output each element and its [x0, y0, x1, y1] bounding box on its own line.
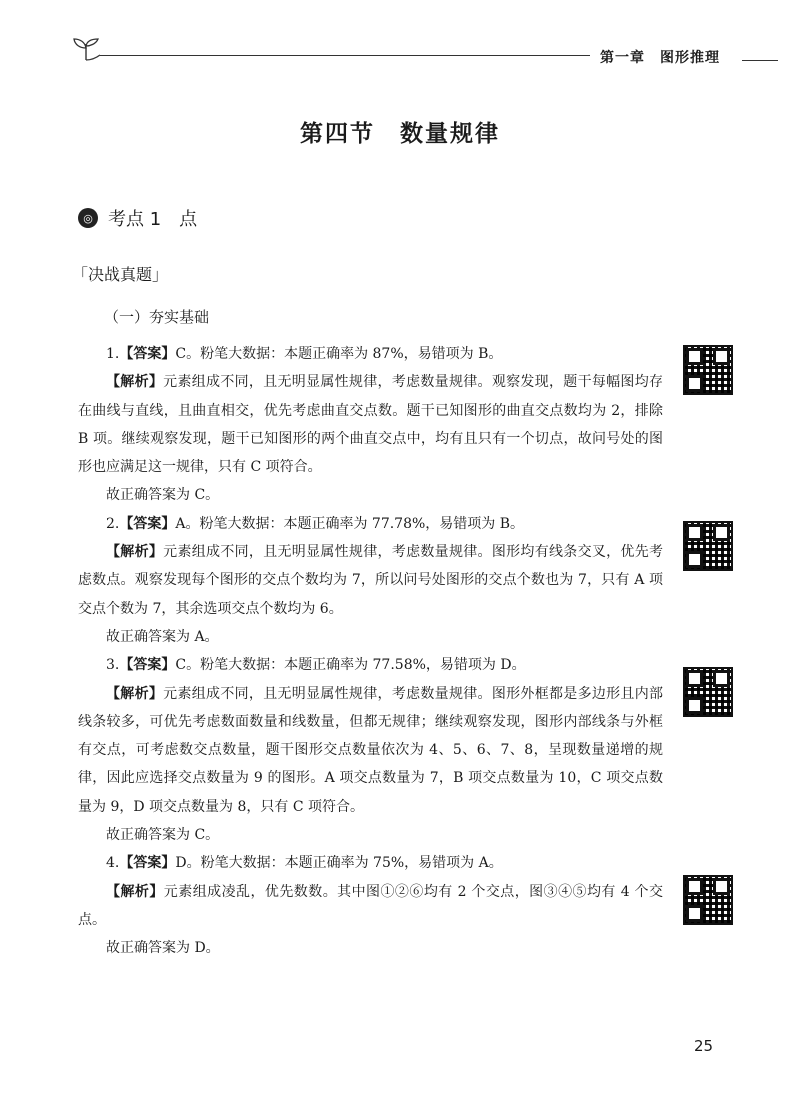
- answer-line: 3.【答案】C。粉笔大数据：本题正确率为 77.58%，易错项为 D。: [106, 657, 526, 674]
- conclusion-line: 故正确答案为 C。: [106, 827, 220, 844]
- qr-code-icon[interactable]: [683, 667, 733, 717]
- answer-line: 2.【答案】A。粉笔大数据：本题正确率为 77.78%，易错项为 B。: [106, 515, 525, 532]
- conclusion-line: 故正确答案为 C。: [106, 487, 220, 504]
- answer-body: [78, 340, 663, 963]
- conclusion-line: 故正确答案为 A。: [106, 628, 219, 645]
- header-rule: [100, 55, 590, 56]
- target-icon: ◎: [78, 208, 98, 228]
- analysis-paragraph: 【解析】元素组成不同，且无明显属性规律，考虑数量规律。图形外框都是多边形且内部线条较多，可优先考虑数面数量和线数量，但都无规律；继续观察发现，图形内部线条与外框有交点，可考虑数交点数量，题干图形交点数量依次为 4、5、6、7、8，呈现数量递增的规律，因此应选择交点数量为 9 的图形。A 项交点数量为 7，B 项交点数量为 10，C 项交点数量为 9，D 项交点数量为 8，只有 C 项符合。: [78, 685, 664, 815]
- page-number: 25: [694, 1037, 714, 1055]
- answer-line: 4.【答案】D。粉笔大数据：本题正确率为 75%，易错项为 A。: [106, 855, 503, 872]
- qr-code-icon[interactable]: [683, 345, 733, 395]
- analysis-paragraph: 【解析】元素组成不同，且无明显属性规律，考虑数量规律。图形均有线条交叉，优先考虑数点。观察发现每个图形的交点个数均为 7，所以问号处图形的交点个数也为 7，只有 A 项交点个数为 7，其余选项交点个数均为 6。: [78, 544, 664, 617]
- analysis-paragraph: 【解析】元素组成不同，且无明显属性规律，考虑数量规律。观察发现，题干每幅图均存在曲线与直线，且曲直相交，优先考虑曲直交点数。题干已知图形的曲直交点数均为 2，排除 B 项。继续观察发现，题干已知图形的两个曲直交点中，均有且只有一个切点，故问号处的图形也应满足这一规律，只有 C 项符合。: [78, 374, 664, 476]
- section-title: 第四节 数量规律: [300, 121, 500, 147]
- chapter-title: 第一章 图形推理: [600, 50, 720, 66]
- subheading: （一）夯实基础: [104, 308, 210, 326]
- kaodian-label: 考点 1 点: [108, 209, 198, 230]
- qr-code-icon[interactable]: [683, 521, 733, 571]
- conclusion-line: 故正确答案为 D。: [106, 940, 220, 957]
- answer-line: 1.【答案】C。粉笔大数据：本题正确率为 87%，易错项为 B。: [106, 346, 503, 362]
- sprout-icon: [70, 36, 102, 62]
- analysis-paragraph: 【解析】元素组成凌乱，优先数数。其中图①②⑥均有 2 个交点，图③④⑤均有 4 个交点。: [78, 883, 664, 928]
- juezhan-heading: 「决战真题」: [72, 265, 169, 284]
- kaodian-heading: [78, 205, 197, 231]
- header-rule-right: [742, 60, 778, 61]
- qr-code-icon[interactable]: [683, 875, 733, 925]
